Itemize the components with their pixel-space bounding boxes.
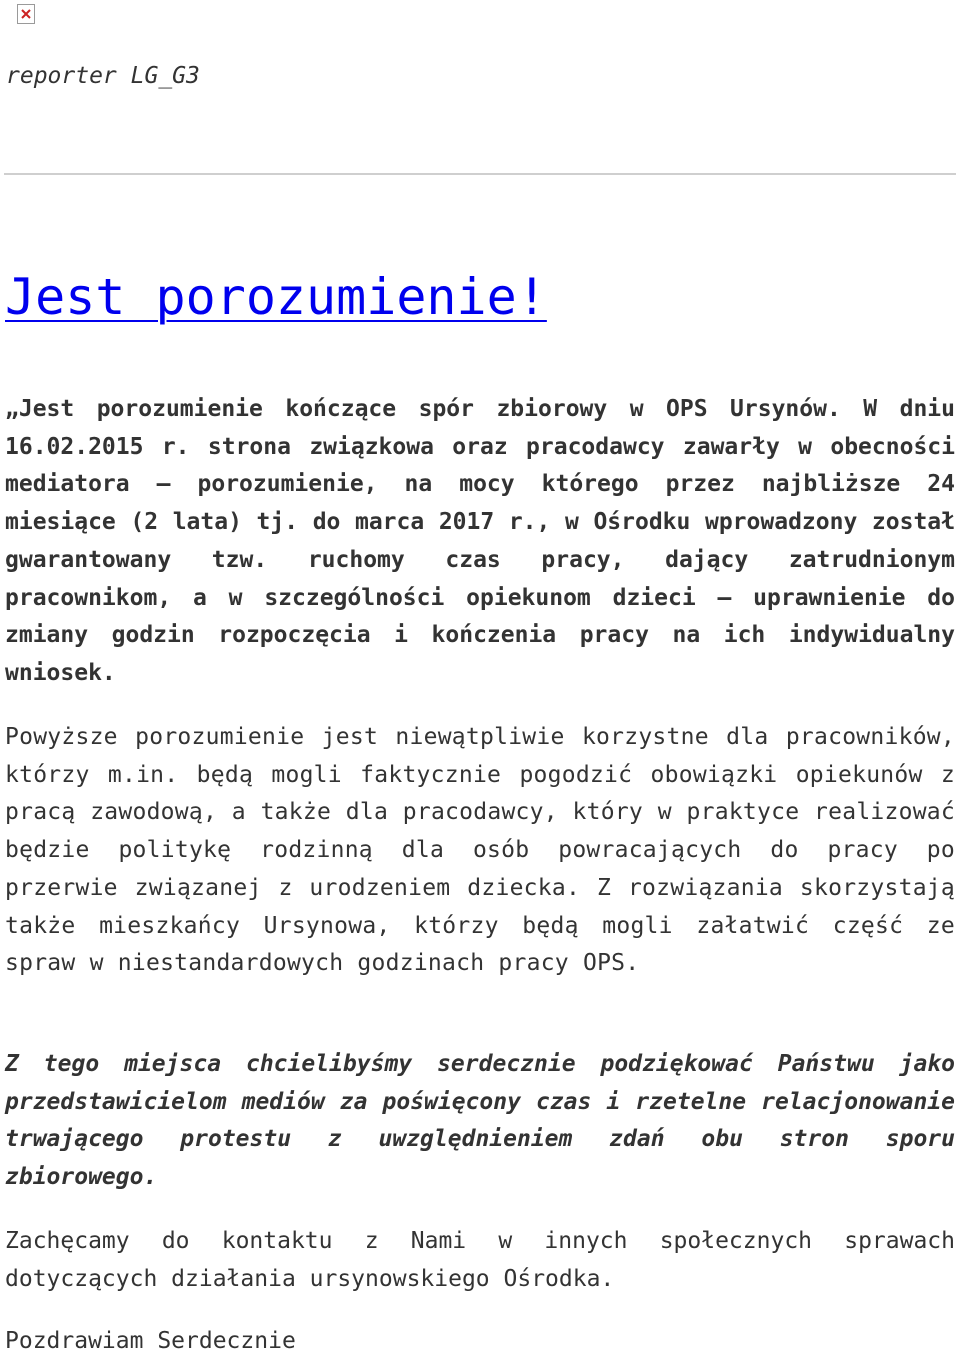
thanks-paragraph: Z tego miejsca chcielibyśmy serdecznie podziękować Państwu jako przedstawicielom mediów za poświęcony czas i rzetelne relacjonowanie trwającego protestu z uwzględnieniem zdań obu stron sporu zbiorowego. — [5, 1051, 955, 1191]
article-title-link[interactable]: Jest porozumienie! — [5, 268, 547, 326]
article-title — [5, 262, 547, 332]
article-lead: „Jest porozumienie kończące spór zbiorowy w OPS Ursynów. W dniu 16.02.2015 r. strona związkowa oraz pracodawcy zawarły w obecności mediatora – porozumienie, na mocy którego przez najbliższe 24 miesiące (2 lata) tj. do marca 2017 r., w Ośrodku wprowadzony został gwarantowany tzw. ruchomy czas pracy, dający zatrudnionym pracownikom, a w szczególności opiekunom dzieci – uprawnienie do zmiany godzin rozpoczęcia i kończenia pracy na ich indywidualny wniosek. — [5, 396, 955, 686]
article-paragraph: Powyższe porozumienie jest niewątpliwie korzystne dla pracowników, którzy m.in. będą mogli faktycznie pogodzić obowiązki opiekunów z pracą zawodową, a także dla pracodawcy, który w praktyce realizować będzie politykę rodzinną dla osób powracających do pracy po przerwie związanej z urodzeniem dziecka. Z rozwiązania skorzystają także mieszkańcy Ursynowa, którzy będą mogli załatwić część ze spraw w niestandardowych godzinach pracy OPS. — [5, 724, 955, 977]
broken-image-icon — [17, 4, 35, 24]
author-name: reporter LG_G3 — [6, 63, 200, 89]
header-divider — [4, 173, 956, 175]
closing-greeting: Pozdrawiam Serdecznie — [5, 1328, 296, 1354]
contact-paragraph: Zachęcamy do kontaktu z Nami w innych społecznych sprawach dotyczących działania ursynowskiego Ośrodka. — [5, 1228, 955, 1292]
